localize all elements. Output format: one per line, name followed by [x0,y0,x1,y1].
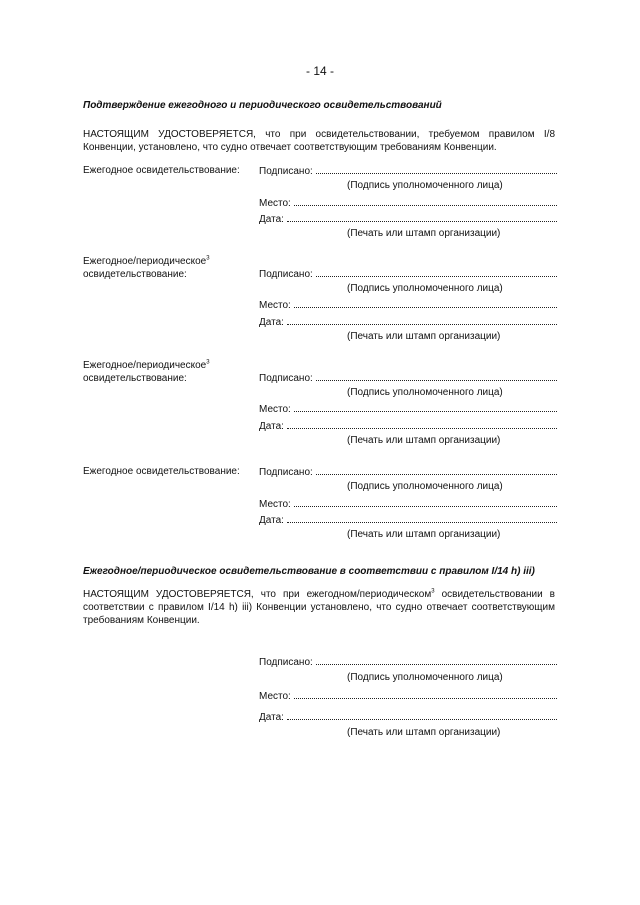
signed-line[interactable]: Подписано: [259,164,557,177]
survey-block-5 [83,655,557,745]
date-line[interactable]: Дата: [259,710,557,723]
footnote-marker: 3 [206,359,210,366]
signed-line[interactable]: Подписано: [259,267,557,280]
footnote-marker: 3 [431,588,435,595]
section2-heading: Ежегодное/периодическое освидетельствование в соответствии с правилом I/14 h) iii) [83,566,535,577]
signature-caption: (Подпись уполномоченного лица) [347,387,503,398]
place-line[interactable]: Место: [259,298,557,311]
signature-caption: (Подпись уполномоченного лица) [347,481,503,492]
section1-paragraph: НАСТОЯЩИМ УДОСТОВЕРЯЕТСЯ, что при освидетельствовании, требуемом правилом I/8 Конвенции, установлено, что судно отвечает соответствующим требованиям Конвенции. [83,129,555,153]
survey-block-1 [83,164,557,254]
stamp-caption: (Печать или штамп организации) [347,435,501,446]
survey-block-label: Ежегодное/периодическое$^3$ освидетельствование: [83,359,210,384]
date-line[interactable]: Дата: [259,315,557,328]
signature-caption: (Подпись уполномоченного лица) [347,180,503,191]
place-line[interactable]: Место: [259,689,557,702]
survey-block-4 [83,465,557,555]
date-line[interactable]: Дата: [259,419,557,432]
section1-heading: Подтверждение ежегодного и периодического освидетельствований [83,100,442,111]
survey-block-label: Ежегодное освидетельствование: [83,165,240,176]
stamp-caption: (Печать или штамп организации) [347,331,501,342]
section2-paragraph: НАСТОЯЩИМ УДОСТОВЕРЯЕТСЯ, что при ежегодном/периодическом$^3$ освидетельствовании в соответствии с правилом I/14 h) iii) Конвенции установлено, что судно отвечает соответствующим требованиям Конвенции. [83,588,555,626]
signature-caption: (Подпись уполномоченного лица) [347,672,503,683]
date-line[interactable]: Дата: [259,212,557,225]
date-line[interactable]: Дата: [259,513,557,526]
signed-line[interactable]: Подписано: [259,371,557,384]
survey-block-3 [83,359,557,449]
stamp-caption: (Печать или штамп организации) [347,228,501,239]
place-line[interactable]: Место: [259,497,557,510]
page-number: - 14 - [305,64,334,78]
place-line[interactable]: Место: [259,402,557,415]
signature-caption: (Подпись уполномоченного лица) [347,283,503,294]
survey-block-label: Ежегодное/периодическое$^3$ освидетельствование: [83,255,210,280]
survey-block-label: Ежегодное освидетельствование: [83,466,240,477]
place-line[interactable]: Место: [259,196,557,209]
stamp-caption: (Печать или штамп организации) [347,529,501,540]
stamp-caption: (Печать или штамп организации) [347,727,501,738]
signed-line[interactable]: Подписано: [259,465,557,478]
survey-block-2 [83,255,557,345]
footnote-marker: 3 [206,255,210,262]
signed-line[interactable]: Подписано: [259,655,557,668]
